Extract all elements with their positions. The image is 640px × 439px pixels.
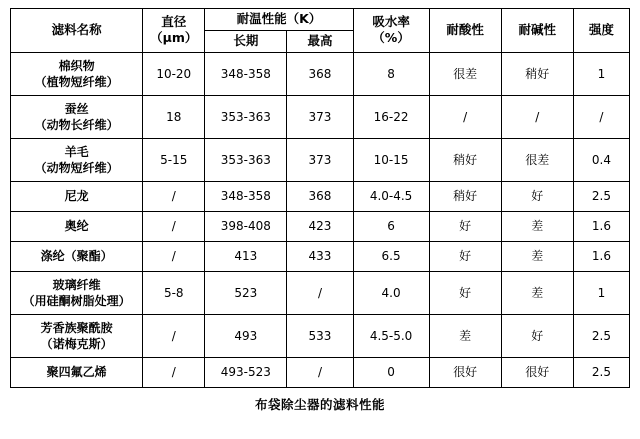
cell-temp-long: 353-363	[205, 95, 287, 138]
cell-acid-resistance: 差	[429, 314, 501, 357]
cell-temp-long: 493	[205, 314, 287, 357]
cell-strength: 2.5	[573, 314, 629, 357]
cell-temp-max: 423	[287, 211, 353, 241]
material-name-line2: （植物短纤维）	[34, 74, 119, 89]
cell-alkali-resistance: 差	[501, 211, 573, 241]
cell-absorption: 4.5-5.0	[353, 314, 429, 357]
cell-temp-max: 368	[287, 181, 353, 211]
material-name-line1: 涤纶（聚酯）	[40, 249, 113, 264]
cell-absorption: 8	[353, 52, 429, 95]
cell-strength: 2.5	[573, 357, 629, 387]
table-header	[11, 9, 630, 53]
cell-absorption: 6	[353, 211, 429, 241]
cell-alkali-resistance: 稍好	[501, 52, 573, 95]
material-name-line1: 尼龙	[64, 189, 89, 204]
header-temperature-max: 最高	[287, 30, 353, 52]
cell-acid-resistance: 稍好	[429, 181, 501, 211]
header-alkali: 耐碱性	[501, 9, 573, 53]
cell-strength: 1	[573, 271, 629, 314]
cell-temp-max: /	[287, 271, 353, 314]
cell-temp-long: 523	[205, 271, 287, 314]
header-absorption	[353, 9, 429, 53]
material-name-line2: （动物短纤维）	[34, 160, 119, 175]
cell-temp-long: 413	[205, 241, 287, 271]
cell-temp-max: /	[287, 357, 353, 387]
material-name-line1: 聚四氟乙烯	[46, 365, 107, 380]
material-name-line1: 玻璃纤维	[52, 277, 101, 292]
material-name-line1: 芳香族聚酰胺	[40, 320, 113, 335]
cell-absorption: 4.0	[353, 271, 429, 314]
table-row	[11, 271, 630, 314]
header-diameter-line1: 直径	[161, 13, 187, 29]
material-name-line1: 羊毛	[64, 144, 89, 159]
cell-strength: 0.4	[573, 138, 629, 181]
cell-strength: 2.5	[573, 181, 629, 211]
cell-alkali-resistance: 好	[501, 181, 573, 211]
cell-alkali-resistance: 差	[501, 271, 573, 314]
table-row	[11, 357, 630, 387]
header-temperature-group: 耐温性能（K）	[205, 9, 353, 31]
table-row	[11, 95, 630, 138]
header-temperature-long: 长期	[205, 30, 287, 52]
filter-material-table	[10, 8, 630, 388]
cell-temp-max: 533	[287, 314, 353, 357]
cell-material-name	[11, 241, 143, 271]
cell-diameter: 5-8	[143, 271, 205, 314]
cell-alkali-resistance: 很好	[501, 357, 573, 387]
cell-material-name	[11, 95, 143, 138]
cell-temp-long: 348-358	[205, 52, 287, 95]
cell-temp-max: 373	[287, 95, 353, 138]
table-row	[11, 52, 630, 95]
cell-diameter: 5-15	[143, 138, 205, 181]
cell-diameter: 10-20	[143, 52, 205, 95]
cell-acid-resistance: 很好	[429, 357, 501, 387]
cell-diameter: /	[143, 181, 205, 211]
cell-temp-long: 493-523	[205, 357, 287, 387]
cell-temp-long: 353-363	[205, 138, 287, 181]
cell-strength: 1	[573, 52, 629, 95]
cell-temp-max: 433	[287, 241, 353, 271]
cell-diameter: /	[143, 357, 205, 387]
cell-absorption: 4.0-4.5	[353, 181, 429, 211]
material-name-line1: 奥纶	[64, 219, 89, 234]
cell-acid-resistance: 好	[429, 241, 501, 271]
cell-alkali-resistance: /	[501, 95, 573, 138]
cell-material-name	[11, 314, 143, 357]
cell-material-name	[11, 357, 143, 387]
cell-acid-resistance: 好	[429, 271, 501, 314]
cell-diameter: /	[143, 241, 205, 271]
cell-acid-resistance: 稍好	[429, 138, 501, 181]
header-diameter	[143, 9, 205, 53]
table-body	[11, 52, 630, 387]
header-diameter-line2: （μm）	[150, 30, 198, 46]
table-row	[11, 211, 630, 241]
cell-diameter: /	[143, 314, 205, 357]
cell-alkali-resistance: 很差	[501, 138, 573, 181]
cell-material-name	[11, 52, 143, 95]
header-name: 滤料名称	[11, 9, 143, 53]
material-name-line2: （动物长纤维）	[34, 117, 119, 132]
cell-absorption: 0	[353, 357, 429, 387]
cell-strength: 1.6	[573, 241, 629, 271]
cell-strength: 1.6	[573, 211, 629, 241]
header-row-top	[11, 9, 630, 31]
header-acid: 耐酸性	[429, 9, 501, 53]
cell-diameter: 18	[143, 95, 205, 138]
cell-material-name	[11, 138, 143, 181]
material-name-line1: 棉织物	[58, 58, 95, 73]
cell-temp-long: 398-408	[205, 211, 287, 241]
cell-absorption: 16-22	[353, 95, 429, 138]
cell-temp-long: 348-358	[205, 181, 287, 211]
cell-temp-max: 373	[287, 138, 353, 181]
cell-acid-resistance: 好	[429, 211, 501, 241]
cell-alkali-resistance: 好	[501, 314, 573, 357]
cell-temp-max: 368	[287, 52, 353, 95]
cell-alkali-resistance: 差	[501, 241, 573, 271]
material-name-line1: 蚕丝	[64, 101, 89, 116]
header-absorption-line2: （%）	[372, 30, 410, 46]
material-name-line2: （诺梅克斯）	[40, 336, 113, 351]
material-name-line2: （用硅酮树脂处理）	[22, 293, 131, 308]
cell-absorption: 10-15	[353, 138, 429, 181]
cell-acid-resistance: 很差	[429, 52, 501, 95]
cell-strength: /	[573, 95, 629, 138]
cell-absorption: 6.5	[353, 241, 429, 271]
cell-material-name	[11, 181, 143, 211]
table-caption: 布袋除尘器的滤料性能	[254, 396, 385, 412]
cell-material-name	[11, 211, 143, 241]
table-row	[11, 181, 630, 211]
cell-acid-resistance: /	[429, 95, 501, 138]
table-row	[11, 138, 630, 181]
table-row	[11, 314, 630, 357]
header-absorption-line1: 吸水率	[372, 13, 410, 29]
header-strength: 强度	[573, 9, 629, 53]
table-row	[11, 241, 630, 271]
cell-material-name	[11, 271, 143, 314]
cell-diameter: /	[143, 211, 205, 241]
